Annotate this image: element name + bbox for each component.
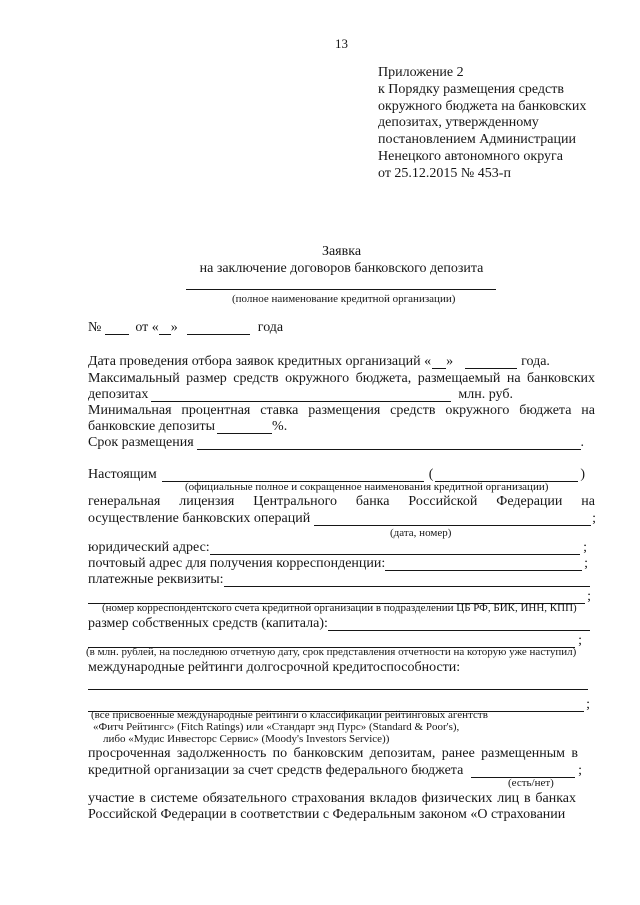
- overdue-debt-text: просроченная задолженность по банковским депозитам, ранее размещенным в: [88, 746, 578, 761]
- postal-address-label: почтовый адрес для получения корреспонденции:: [88, 556, 386, 571]
- max-amount-line: [88, 387, 513, 403]
- min-rate-field: [217, 433, 272, 434]
- overdue-debt-text-end: кредитной организации за счет средств федерального бюджета: [88, 763, 464, 778]
- close-quote: »: [170, 320, 178, 335]
- appendix-line: к Порядку размещения средств: [378, 81, 564, 97]
- license-text: генеральная лицензия Центрального банка Российской Федерации на: [88, 494, 595, 509]
- line-end-semicolon: ;: [578, 633, 582, 648]
- document-title: Заявка: [321, 244, 362, 259]
- insurance-text-2: Российской Федерации в соответствии с Федеральным законом «О страховании: [88, 807, 566, 822]
- payment-details-line: [88, 572, 590, 588]
- license-date-number-field: [314, 525, 591, 526]
- close-quote: »: [446, 354, 454, 369]
- appendix-block: [378, 65, 586, 183]
- line-end-semicolon: ;: [586, 697, 590, 712]
- legal-address-field: [210, 554, 580, 555]
- application-number-field: [105, 334, 129, 335]
- applicant-intro: Настоящим: [88, 467, 157, 482]
- max-amount-unit: млн. руб.: [458, 387, 513, 402]
- selection-date-text: Дата проведения отбора заявок кредитных организаций «: [88, 354, 432, 369]
- own-funds-caption: (в млн. рублей, на последнюю отчетную дату, срок представления отчетности на которую уже наступил): [86, 646, 577, 658]
- license-line: [88, 511, 596, 527]
- from-label: от «: [135, 320, 159, 335]
- application-number-line: [88, 320, 283, 336]
- term-end: .: [580, 435, 584, 450]
- appendix-line: депозитах, утвержденному: [378, 115, 539, 131]
- min-rate-line: [88, 419, 287, 435]
- selection-month-field: [465, 368, 517, 369]
- year-label: года.: [521, 354, 550, 369]
- min-rate-text: Минимальная процентная ставка размещения средств окружного бюджета на: [88, 403, 595, 418]
- year-label: года: [257, 320, 284, 335]
- appendix-line: постановлением Администрации: [378, 132, 576, 148]
- own-funds-line: [88, 616, 590, 632]
- appendix-line: Ненецкого автономного округа: [378, 148, 563, 164]
- application-month-field: [187, 334, 250, 335]
- line-end-semicolon: ;: [578, 763, 582, 778]
- line-end-semicolon: ;: [592, 511, 596, 526]
- own-funds-label: размер собственных средств (капитала):: [88, 616, 328, 631]
- legal-address-label: юридический адрес:: [88, 540, 210, 555]
- ratings-caption-line: либо «Мудис Инвесторс Сервис» (Moody's Investors Service)): [103, 733, 390, 745]
- selection-date-line: [88, 354, 550, 370]
- term-label: Срок размещения: [88, 435, 194, 450]
- ratings-caption-line: (все присвоенные международные рейтинги о классификации рейтинговых агентств: [91, 709, 488, 721]
- max-amount-text-end: депозитах: [88, 387, 149, 402]
- page-number: 13: [335, 36, 348, 51]
- percent-sign: %.: [272, 419, 288, 434]
- appendix-line: от 25.12.2015 № 453-п: [378, 165, 511, 181]
- line-end-semicolon: ;: [583, 540, 587, 555]
- paren-open: (: [428, 467, 434, 482]
- paren-close: ): [580, 467, 585, 482]
- application-day-field: [159, 334, 171, 335]
- legal-address-line: [88, 540, 587, 556]
- org-names-caption: (официальные полное и сокращенное наименования кредитной организации): [185, 481, 549, 493]
- ratings-label: международные рейтинги долгосрочной кредитоспособности:: [88, 660, 461, 675]
- ratings-field: [88, 689, 588, 690]
- license-text-end: осуществление банковских операций: [88, 511, 311, 526]
- org-name-field: [186, 289, 496, 290]
- appendix-line: окружного бюджета на банковских: [378, 98, 587, 114]
- org-name-caption: (полное наименование кредитной организации): [232, 293, 456, 305]
- term-line: [88, 435, 584, 451]
- min-rate-text-end: банковские депозиты: [88, 419, 216, 434]
- max-amount-text: Максимальный размер средств окружного бюджета, размещаемый на банковских: [88, 371, 595, 386]
- line-end-semicolon: ;: [587, 589, 591, 604]
- own-funds-field: [328, 630, 590, 631]
- insurance-text: участие в системе обязательного страхования вкладов физических лиц в банках: [88, 791, 576, 806]
- ratings-caption-line: «Фитч Рейтингс» (Fitch Ratings) или «Стандарт энд Пурс» (Standard & Poor's),: [93, 721, 460, 733]
- postal-address-field: [385, 570, 582, 571]
- payment-details-field: [224, 586, 590, 587]
- selection-day-field: [432, 368, 446, 369]
- license-caption: (дата, номер): [390, 527, 452, 539]
- postal-address-line: [88, 556, 588, 572]
- payment-details-label: платежные реквизиты:: [88, 572, 224, 587]
- payment-details-caption: (номер корреспондентского счета кредитной организации в подразделении ЦБ РФ, БИК, ИНН, КПП): [102, 602, 577, 614]
- term-field: [197, 449, 581, 450]
- number-sign: №: [88, 320, 102, 335]
- max-amount-field: [151, 401, 451, 402]
- document-subtitle: на заключение договоров банковского депозита: [199, 261, 484, 276]
- appendix-line: Приложение 2: [378, 65, 464, 80]
- overdue-debt-caption: (есть/нет): [508, 777, 554, 789]
- line-end-semicolon: ;: [584, 556, 588, 571]
